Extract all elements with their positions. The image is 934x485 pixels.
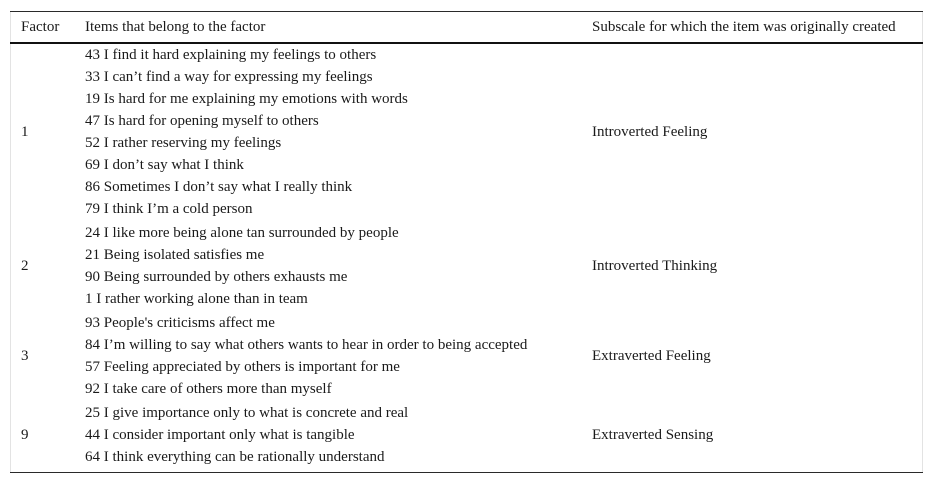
factor-cell: 1 xyxy=(21,124,29,140)
item-cell: 33 I can’t find a way for expressing my feelings xyxy=(85,69,373,85)
item-cell: 24 I like more being alone tan surrounded by people xyxy=(85,225,399,241)
item-cell: 57 Feeling appreciated by others is important for me xyxy=(85,359,400,375)
table-bottom-rule xyxy=(10,472,923,473)
item-cell: 92 I take care of others more than myself xyxy=(85,381,332,397)
item-cell: 93 People's criticisms affect me xyxy=(85,315,275,331)
item-cell: 84 I’m willing to say what others wants to hear in order to being accepted xyxy=(85,337,528,353)
header-items: Items that belong to the factor xyxy=(85,19,266,35)
item-cell: 21 Being isolated satisfies me xyxy=(85,247,265,263)
header-subscale: Subscale for which the item was originally created xyxy=(592,19,896,35)
item-cell: 64 I think everything can be rationally understand xyxy=(85,449,385,465)
item-cell: 52 I rather reserving my feelings xyxy=(85,135,282,151)
subscale-cell: Extraverted Sensing xyxy=(592,427,714,443)
item-cell: 47 Is hard for opening myself to others xyxy=(85,113,319,129)
item-cell: 86 Sometimes I don’t say what I really think xyxy=(85,179,353,195)
item-cell: 44 I consider important only what is tangible xyxy=(85,427,355,443)
subscale-cell: Extraverted Feeling xyxy=(592,348,711,364)
table-top-rule xyxy=(10,11,923,12)
item-cell: 90 Being surrounded by others exhausts me xyxy=(85,269,348,285)
item-cell: 69 I don’t say what I think xyxy=(85,157,244,173)
subscale-cell: Introverted Feeling xyxy=(592,124,708,140)
item-cell: 1 I rather working alone than in team xyxy=(85,291,308,307)
subscale-cell: Introverted Thinking xyxy=(592,258,718,274)
factor-cell: 3 xyxy=(21,348,29,364)
factor-cell: 2 xyxy=(21,258,29,274)
item-cell: 43 I find it hard explaining my feelings to others xyxy=(85,47,377,63)
header-factor: Factor xyxy=(21,19,60,35)
item-cell: 25 I give importance only to what is concrete and real xyxy=(85,405,409,421)
item-cell: 79 I think I’m a cold person xyxy=(85,201,253,217)
item-cell: 19 Is hard for me explaining my emotions with words xyxy=(85,91,408,107)
factor-cell: 9 xyxy=(21,427,29,443)
